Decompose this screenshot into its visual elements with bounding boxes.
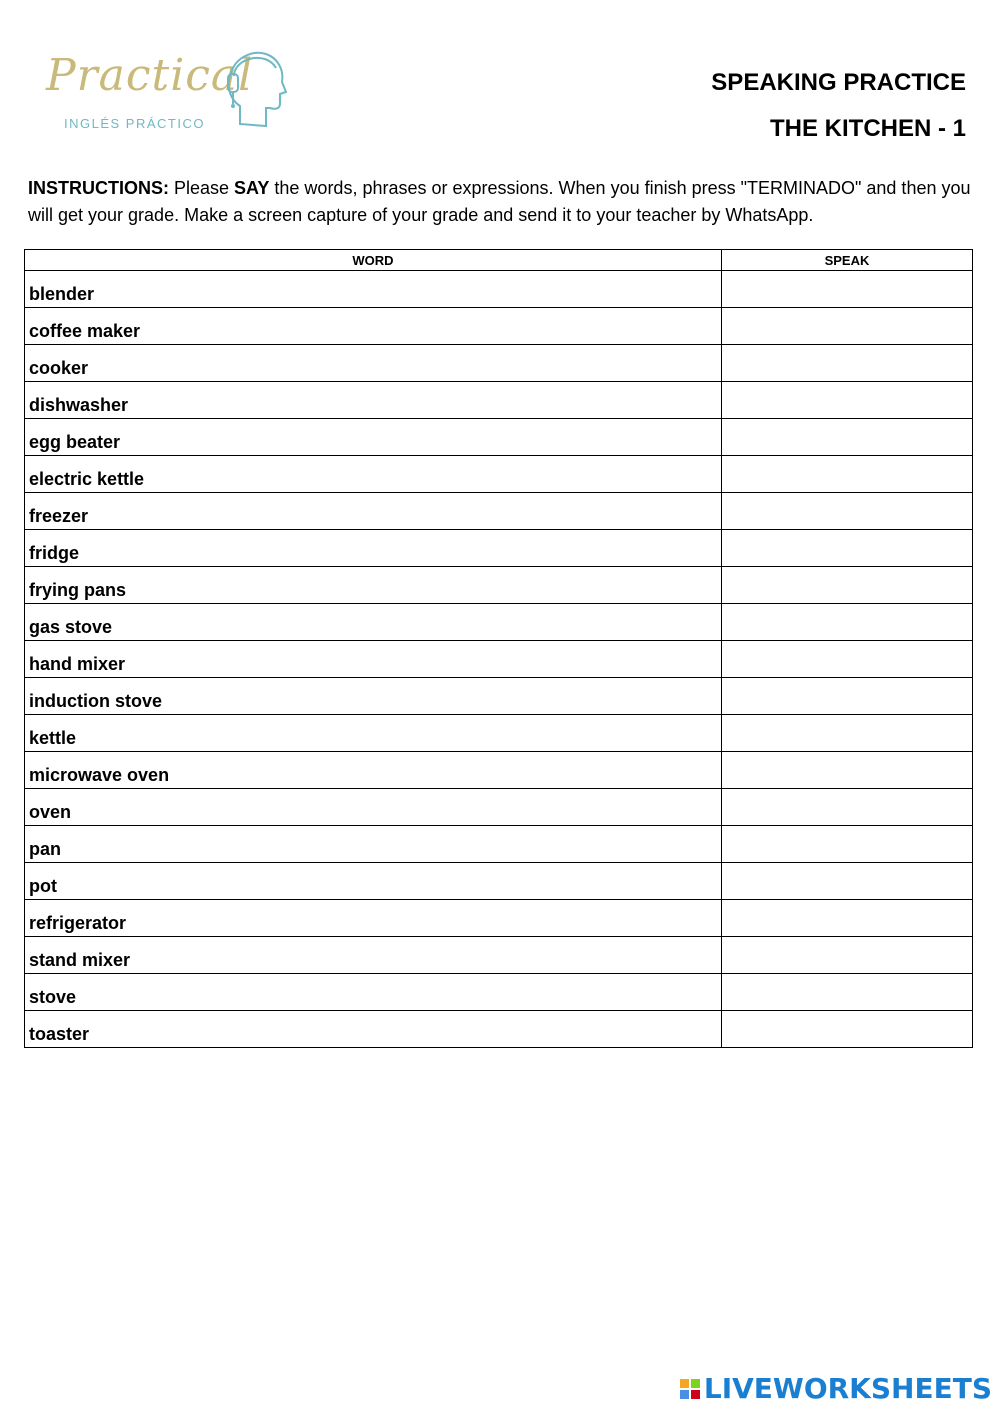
table-row: [25, 419, 973, 456]
word-cell: cooker: [25, 345, 722, 382]
word-table: [24, 249, 973, 1048]
table-row: [25, 567, 973, 604]
logo-script-text: Practical: [46, 50, 254, 101]
word-cell: oven: [25, 789, 722, 826]
table-row: [25, 271, 973, 308]
speak-cell[interactable]: [722, 419, 973, 456]
word-cell: coffee maker: [25, 308, 722, 345]
grid-cell: [680, 1379, 689, 1388]
table-row: [25, 530, 973, 567]
liveworksheets-brand: [680, 1372, 992, 1405]
table-row: [25, 345, 973, 382]
title-line-1: SPEAKING PRACTICE: [711, 69, 966, 96]
speak-cell[interactable]: [722, 752, 973, 789]
word-cell: toaster: [25, 1011, 722, 1048]
instructions-label: INSTRUCTIONS:: [28, 178, 169, 198]
speak-cell[interactable]: [722, 900, 973, 937]
brand-text: LIVEWORKSHEETS: [703, 1372, 992, 1405]
table-row: [25, 308, 973, 345]
word-cell: freezer: [25, 493, 722, 530]
speak-cell[interactable]: [722, 1011, 973, 1048]
speak-cell[interactable]: [722, 271, 973, 308]
word-cell: gas stove: [25, 604, 722, 641]
word-cell: hand mixer: [25, 641, 722, 678]
word-cell: electric kettle: [25, 456, 722, 493]
table-row: [25, 382, 973, 419]
practical-logo: [38, 46, 288, 138]
speak-cell[interactable]: [722, 715, 973, 752]
word-cell: blender: [25, 271, 722, 308]
word-cell: dishwasher: [25, 382, 722, 419]
table-row: [25, 641, 973, 678]
speak-column-header: SPEAK: [722, 250, 973, 271]
speak-cell[interactable]: [722, 493, 973, 530]
table-row: [25, 604, 973, 641]
speak-cell[interactable]: [722, 937, 973, 974]
table-row: [25, 900, 973, 937]
speak-cell[interactable]: [722, 345, 973, 382]
page-title: [711, 60, 966, 152]
speak-cell[interactable]: [722, 604, 973, 641]
word-table-body: [25, 271, 973, 1048]
word-cell: microwave oven: [25, 752, 722, 789]
word-cell: fridge: [25, 530, 722, 567]
speak-cell[interactable]: [722, 678, 973, 715]
word-cell: stand mixer: [25, 937, 722, 974]
speak-cell[interactable]: [722, 641, 973, 678]
table-row: [25, 937, 973, 974]
speak-cell[interactable]: [722, 567, 973, 604]
table-row: [25, 493, 973, 530]
table-row: [25, 456, 973, 493]
word-cell: refrigerator: [25, 900, 722, 937]
table-row: [25, 863, 973, 900]
word-cell: stove: [25, 974, 722, 1011]
word-cell: egg beater: [25, 419, 722, 456]
grid-cell: [691, 1390, 700, 1399]
table-row: [25, 826, 973, 863]
word-cell: kettle: [25, 715, 722, 752]
instructions-text-2: the words, phrases or expressions. When you finish press "TERMINADO" and then you will get your grade. Make a screen capture of your grade and send it to your teacher by WhatsApp.: [28, 178, 971, 225]
word-cell: induction stove: [25, 678, 722, 715]
instructions-text-1: Please: [169, 178, 235, 198]
word-cell: frying pans: [25, 567, 722, 604]
table-row: [25, 1011, 973, 1048]
speak-cell[interactable]: [722, 308, 973, 345]
speak-cell[interactable]: [722, 382, 973, 419]
word-cell: pot: [25, 863, 722, 900]
table-row: [25, 974, 973, 1011]
table-row: [25, 789, 973, 826]
speak-cell[interactable]: [722, 826, 973, 863]
instructions-emphasis: SAY: [234, 178, 270, 198]
table-row: [25, 752, 973, 789]
logo-subtitle: INGLÉS PRÁCTICO: [64, 116, 205, 131]
speak-cell[interactable]: [722, 789, 973, 826]
word-cell: pan: [25, 826, 722, 863]
speak-cell[interactable]: [722, 863, 973, 900]
title-line-2: THE KITCHEN - 1: [769, 115, 966, 142]
speak-cell[interactable]: [722, 530, 973, 567]
head-headphones-icon: [220, 46, 288, 136]
table-row: [25, 715, 973, 752]
instructions-paragraph: [28, 175, 978, 229]
word-column-header: WORD: [25, 250, 722, 271]
grid-cell: [680, 1390, 689, 1399]
grid-cell: [691, 1379, 700, 1388]
speak-cell[interactable]: [722, 456, 973, 493]
table-header-row: [25, 250, 973, 271]
table-row: [25, 678, 973, 715]
speak-cell[interactable]: [722, 974, 973, 1011]
liveworksheets-grid-icon: [680, 1379, 700, 1399]
